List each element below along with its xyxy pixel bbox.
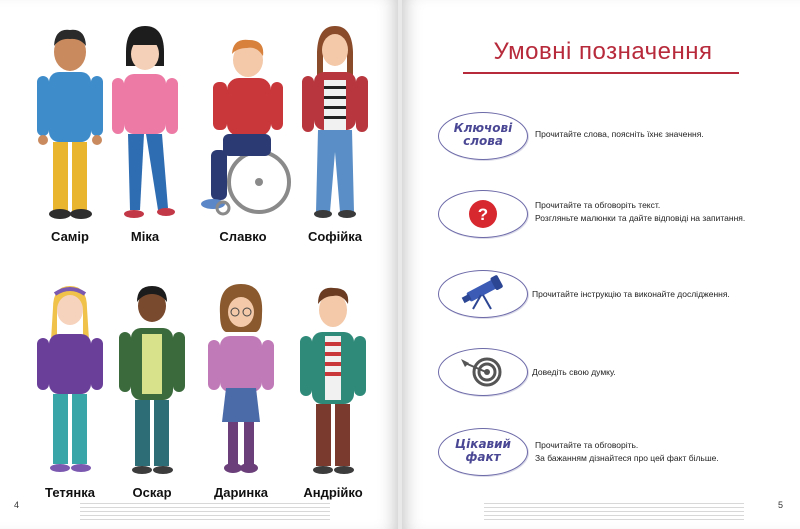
page-number-right: 5 — [778, 500, 784, 510]
oskar-illustration — [107, 280, 197, 480]
legend-line: За бажанням дізнайтеся про цей факт більше. — [535, 453, 719, 463]
fun-fact-badge — [438, 428, 528, 476]
legend-line: Прочитайте та обговоріть. — [535, 440, 639, 450]
key-words-badge — [438, 112, 528, 160]
question-badge — [438, 190, 528, 238]
character-name: Славко — [219, 229, 267, 244]
mika-illustration — [100, 22, 190, 222]
legend-text-argue — [532, 366, 616, 379]
legend-line: Прочитайте та обговоріть текст. — [535, 200, 661, 210]
copyright-fine-print-left — [80, 502, 330, 522]
telescope-icon — [439, 271, 527, 317]
legend-line: Розгляньте малюнки та дайте відповіді на запитання. — [535, 213, 746, 223]
character-name: Софійка — [307, 229, 363, 244]
character-name: Оскар — [132, 485, 172, 500]
character-name: Тетянка — [45, 485, 95, 500]
tetianka-illustration — [25, 280, 115, 480]
target-badge — [438, 348, 528, 396]
left-page — [0, 0, 398, 529]
page-number-left: 4 — [14, 500, 20, 510]
page-title: Умовні позначення — [493, 38, 713, 65]
legend-line: Прочитайте слова, поясніть їхнє значення. — [535, 129, 704, 139]
title-underline — [463, 72, 739, 74]
legend-text-research — [532, 288, 730, 301]
character-name: Даринка — [213, 485, 268, 500]
character-tetianka — [25, 280, 115, 510]
legend-text-question — [535, 199, 745, 225]
badge-line-1: Ключові — [453, 121, 513, 135]
slavko-illustration — [193, 22, 293, 222]
sofiika-illustration — [290, 22, 380, 222]
character-darynka — [196, 280, 286, 510]
copyright-fine-print-right — [484, 502, 744, 522]
character-name: Міка — [130, 229, 160, 244]
badge-line-1: Цікавий — [455, 437, 511, 451]
badge-line-2: слова — [463, 134, 503, 148]
darynka-illustration — [196, 280, 286, 480]
target-icon — [439, 349, 527, 395]
svg-text:?: ? — [477, 205, 489, 224]
character-oskar — [107, 280, 197, 510]
telescope-badge — [438, 270, 528, 318]
legend-line: Прочитайте інструкцію та виконайте дослідження. — [532, 289, 730, 299]
character-name: Самір — [51, 229, 89, 244]
character-name: Андрійко — [303, 485, 363, 500]
question-icon — [439, 191, 527, 237]
character-sofiika — [290, 22, 380, 252]
character-slavko — [193, 22, 283, 252]
legend-text-key-words — [535, 128, 704, 141]
legend-line: Доведіть свою думку. — [532, 367, 616, 377]
character-andriiko — [288, 280, 378, 510]
badge-line-2: факт — [465, 450, 501, 464]
andriiko-illustration — [288, 280, 378, 480]
legend-text-fun-fact — [535, 439, 719, 465]
character-mika — [100, 22, 190, 252]
